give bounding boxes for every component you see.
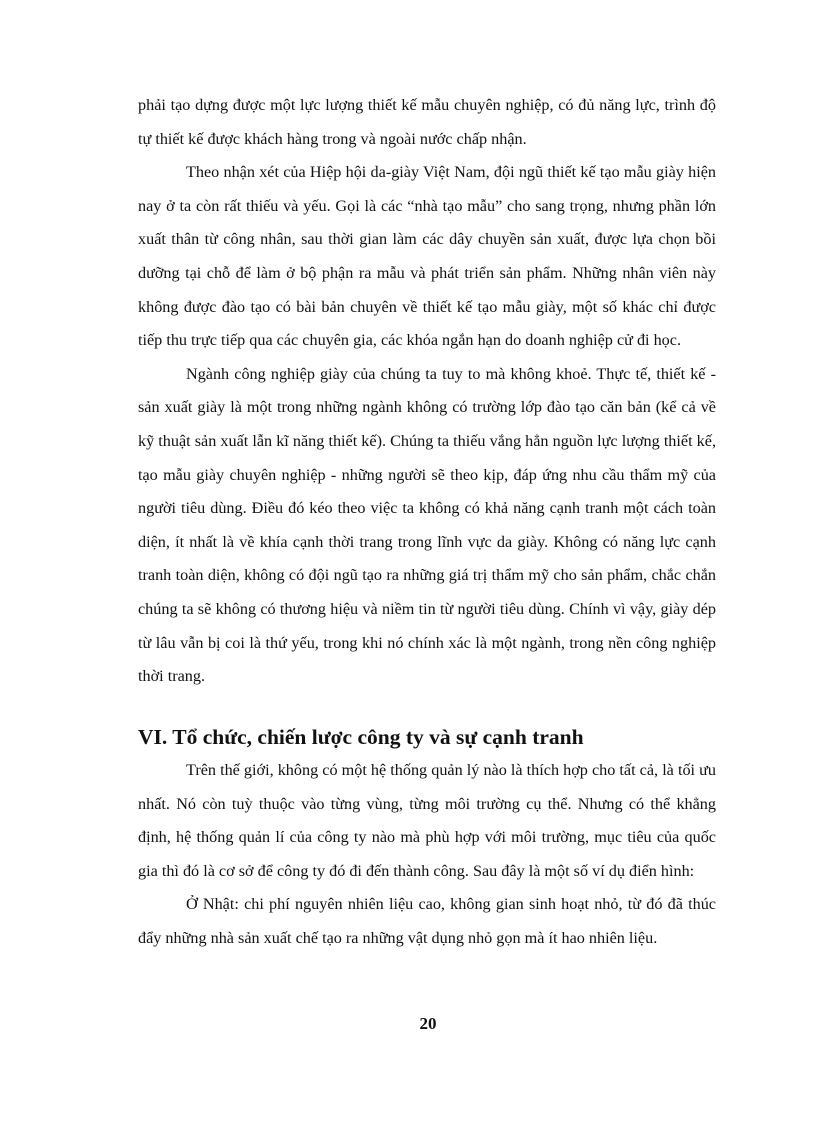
paragraph-management-systems: Trên thế giới, không có một hệ thống quản lý nào là thích hợp cho tất cả, là tối ưu nhất. Nó còn tuỳ thuộc vào từng vùng, từng môi trường cụ thể. Nhưng có thể khẳng định, hệ thống quản lí của công ty nào mà phù hợp với môi trường, mục tiêu của quốc gia thì đó là cơ sở để công ty đó đi đến thành công. Sau đây là một số ví dụ điển hình:	[138, 761, 716, 880]
body-text-section-2	[138, 754, 716, 956]
body-text-section-1	[138, 89, 716, 694]
section-heading: VI. Tổ chức, chiến lược công ty và sự cạnh tranh	[138, 725, 584, 749]
paragraph-designer-shortage: Theo nhận xét của Hiệp hội da-giày Việt Nam, đội ngũ thiết kế tạo mẫu giày hiện nay ở ta còn rất thiếu và yếu. Gọi là các “nhà tạo mẫu” cho sang trọng, nhưng phần lớn xuất thân từ công nhân, sau thời gian làm các dây chuyền sản xuất, được lựa chọn bồi dưỡng tại chỗ để làm ở bộ phận ra mẫu và phát triển sản phẩm. Những nhân viên này không được đào tạo có bài bản chuyên về thiết kế tạo mẫu giày, một số khác chỉ được tiếp thu trực tiếp qua các chuyên gia, các khóa ngắn hạn do doanh nghiệp cử đi học.	[138, 163, 716, 350]
paragraph-japan-example: Ở Nhật: chi phí nguyên nhiên liệu cao, không gian sinh hoạt nhỏ, từ đó đã thúc đẩy những nhà sản xuất chế tạo ra những vật dụng nhỏ gọn mà ít hao nhiên liệu.	[138, 895, 716, 947]
paragraph-continuation: phải tạo dựng được một lực lượng thiết kế mẫu chuyên nghiệp, có đủ năng lực, trình độ tự thiết kế được khách hàng trong và ngoài nước chấp nhận.	[138, 96, 716, 148]
paragraph-shoe-industry: Ngành công nghiệp giày của chúng ta tuy to mà không khoẻ. Thực tế, thiết kế - sản xuất giày là một trong những ngành không có trường lớp đào tạo căn bản (kể cả về kỹ thuật sản xuất lẫn kĩ năng thiết kế). Chúng ta thiếu vắng hẳn nguồn lực lượng thiết kế, tạo mẫu giày chuyên nghiệp - những người sẽ theo kịp, đáp ứng nhu cầu thẩm mỹ của người tiêu dùng. Điều đó kéo theo việc ta không có khả năng cạnh tranh một cách toàn diện, ít nhất là về khía cạnh thời trang trong lĩnh vực da giày. Không có năng lực cạnh tranh toàn diện, không có đội ngũ tạo ra những giá trị thẩm mỹ cho sản phẩm, chắc chắn chúng ta sẽ không có thương hiệu và niềm tin từ người tiêu dùng. Chính vì vậy, giày dép từ lâu vẫn bị coi là thứ yếu, trong khi nó chính xác là một ngành, trong nền công nghiệp thời trang.	[138, 364, 716, 686]
page-number: 20	[419, 1014, 437, 1033]
